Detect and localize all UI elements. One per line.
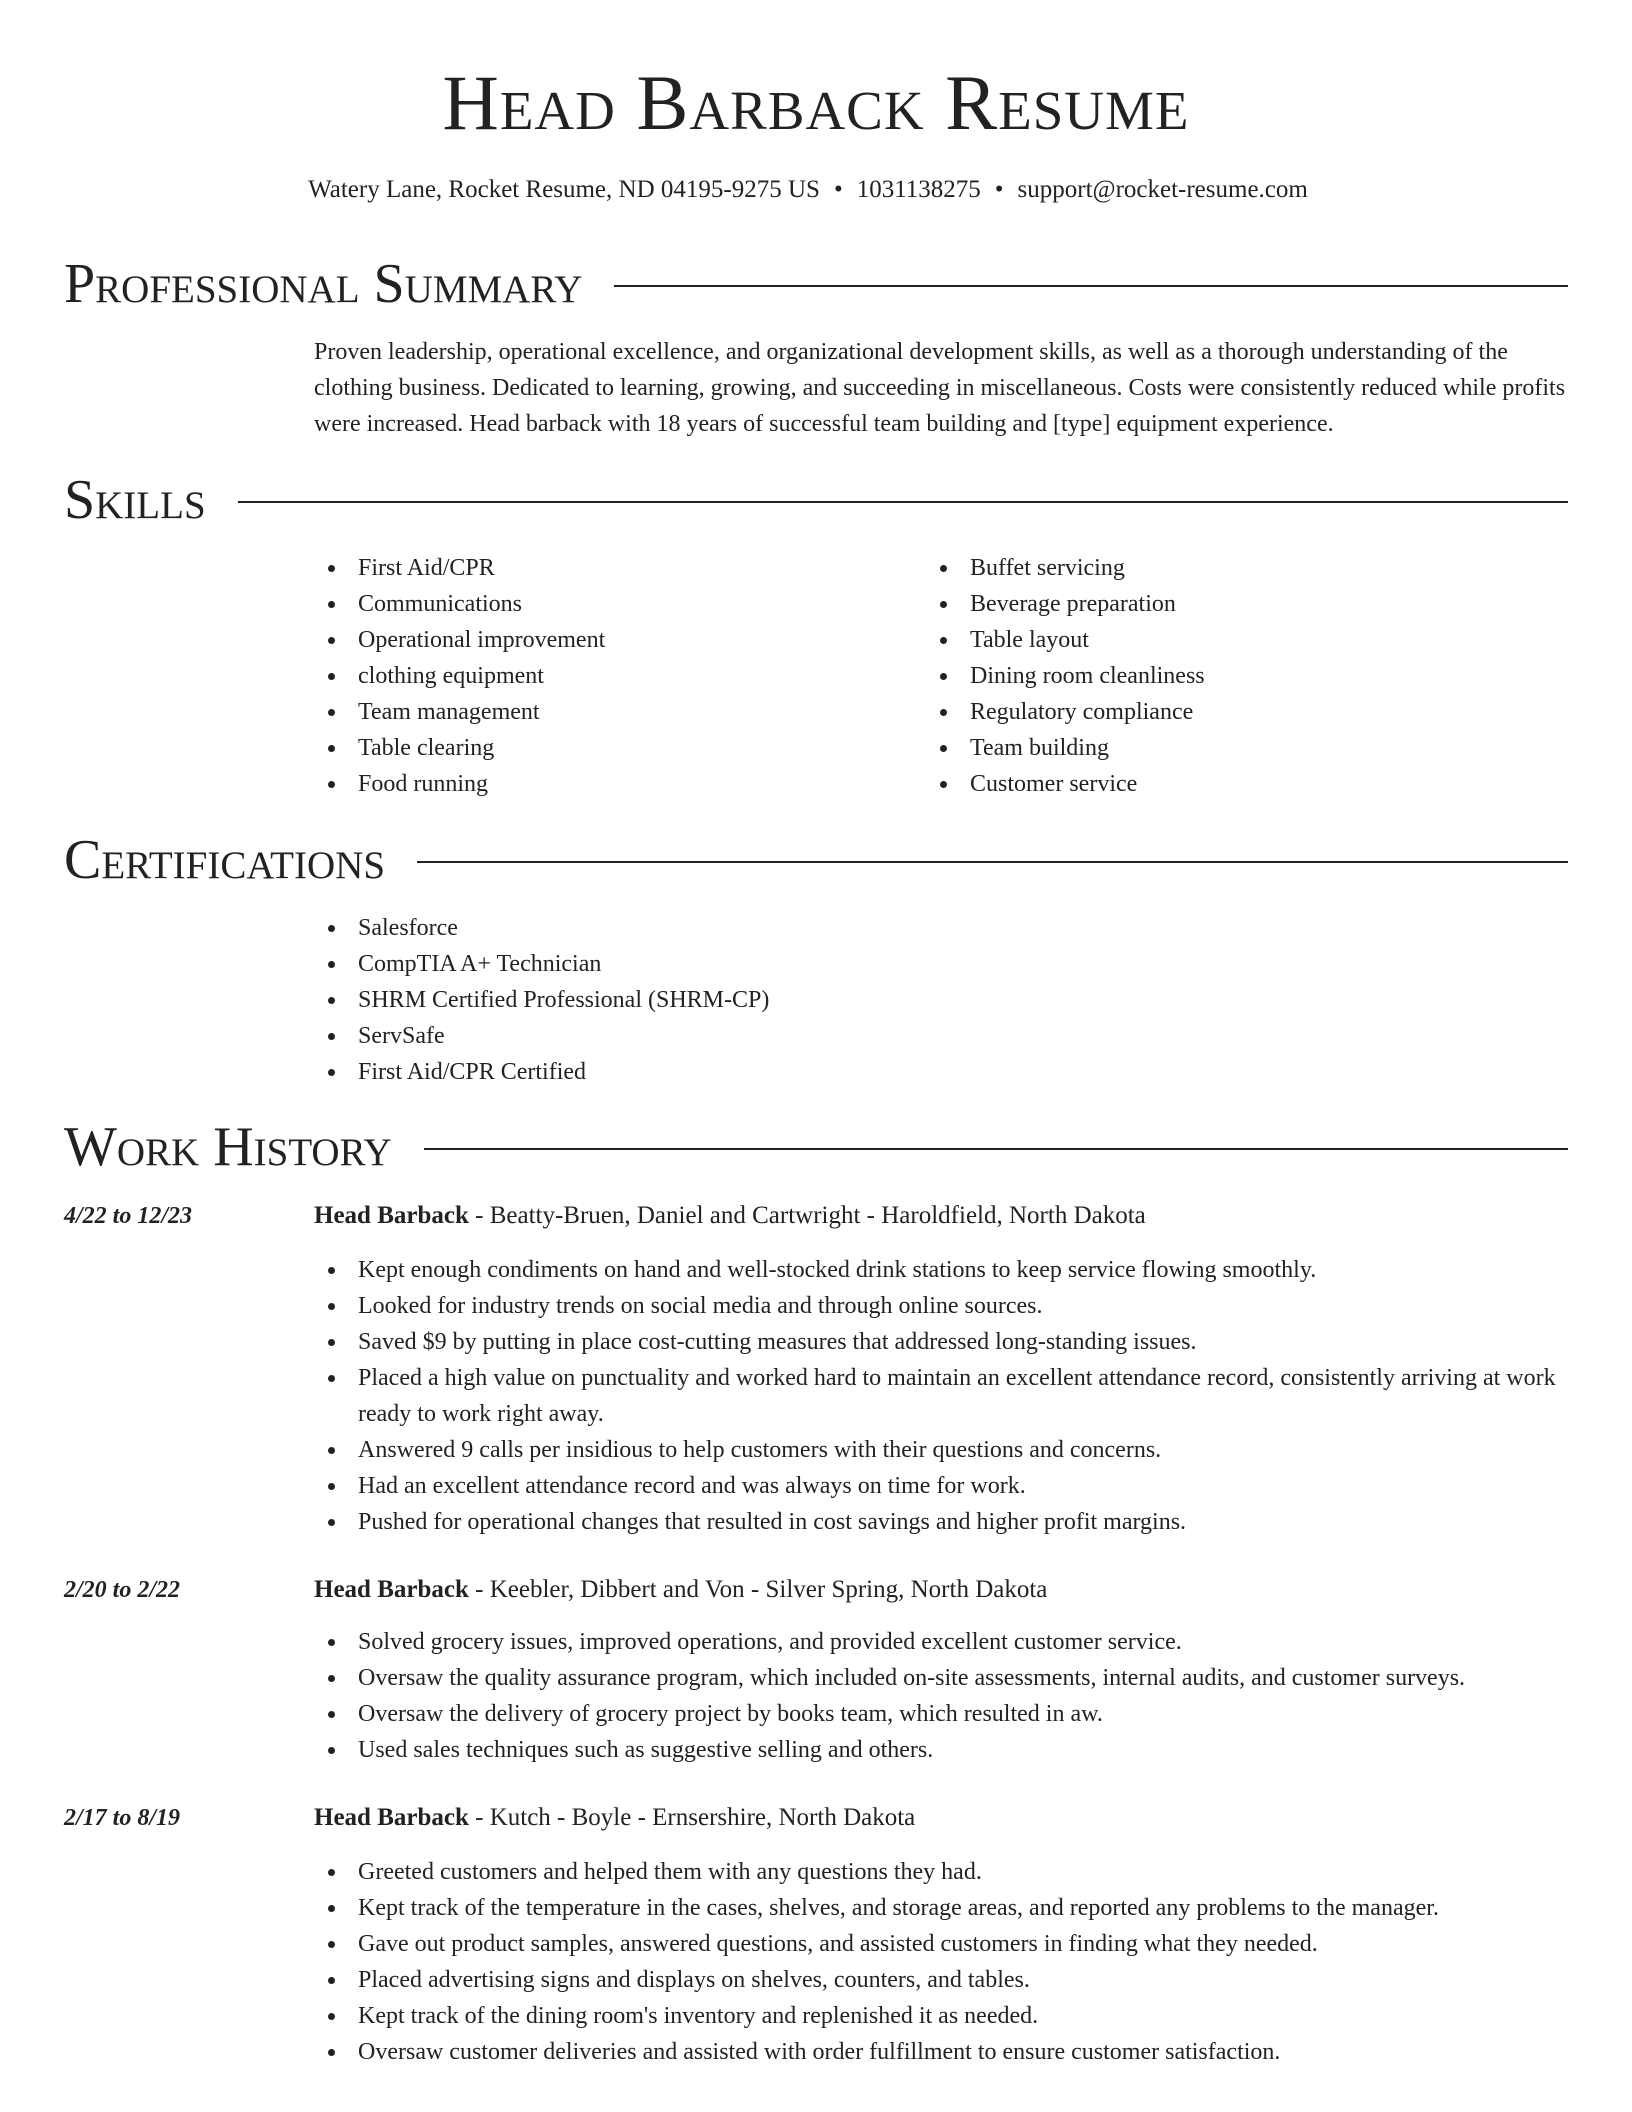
job-duty-item: Kept enough condiments on hand and well-stocked drink stations to keep service flowing smoothly. [314,1252,1568,1288]
job-duties [314,1252,1568,1540]
skills-column-left [314,550,914,802]
section-divider [424,1148,1568,1150]
section-divider [238,501,1568,503]
certification-item: SHRM Certified Professional (SHRM-CP) [314,982,1514,1018]
contact-phone: 1031138275 [856,176,981,203]
job-duty-item: Saved $9 by putting in place cost-cutting measures that addressed long-standing issues. [314,1324,1568,1360]
job-duty-item: Answered 9 calls per insidious to help customers with their questions and concerns. [314,1432,1568,1468]
contact-separator: • [994,176,1004,203]
job-duty-item: Oversaw the quality assurance program, which included on-site assessments, internal audits, and customer surveys. [314,1660,1568,1696]
skill-item: Food running [314,766,914,802]
work-history-section-header [64,1115,1568,1179]
skill-item: Table layout [926,622,1526,658]
skills-column-right [926,550,1526,802]
job-dates: 2/17 to 8/19 [64,1805,181,1831]
job-dates: 2/20 to 2/22 [64,1577,181,1603]
job-title-line [314,1800,915,1836]
skill-item: Buffet servicing [926,550,1526,586]
skill-item: clothing equipment [314,658,914,694]
job-role: Head Barback [314,1804,469,1831]
certifications-section-header [64,828,1568,892]
skill-item: Team building [926,730,1526,766]
skill-item: First Aid/CPR [314,550,914,586]
certification-item: ServSafe [314,1018,1514,1054]
job-duty-item: Solved grocery issues, improved operations, and provided excellent customer service. [314,1624,1568,1660]
certification-item: First Aid/CPR Certified [314,1054,1514,1090]
skills-section-header [64,468,1568,532]
job-duty-item: Placed a high value on punctuality and worked hard to maintain an excellent attendance record, consistently arriving at work ready to work right away. [314,1360,1568,1432]
job-employer-location: - Beatty-Bruen, Daniel and Cartwright - Haroldfield, North Dakota [468,1202,1146,1229]
section-title-work-history: Work History [64,1116,392,1178]
contact-separator: • [833,176,843,203]
job-duty-item: Placed advertising signs and displays on shelves, counters, and tables. [314,1962,1568,1998]
certification-item: Salesforce [314,910,1514,946]
skill-item: Beverage preparation [926,586,1526,622]
job-duty-item: Oversaw the delivery of grocery project by books team, which resulted in aw. [314,1696,1568,1732]
job-role: Head Barback [314,1576,469,1603]
job-duty-item: Looked for industry trends on social media and through online sources. [314,1288,1568,1324]
section-title-certifications: Certifications [64,829,386,891]
job-duty-item: Used sales techniques such as suggestive selling and others. [314,1732,1568,1768]
job-employer-location: - Kutch - Boyle - Ernsershire, North Dakota [468,1804,916,1831]
job-title-line [314,1572,1047,1608]
contact-email: support@rocket-resume.com [1017,176,1308,203]
resume-title: Head Barback Resume [442,59,1190,146]
job-duty-item: Gave out product samples, answered questions, and assisted customers in finding what they needed. [314,1926,1568,1962]
skill-item: Dining room cleanliness [926,658,1526,694]
job-title-line [314,1198,1146,1234]
job-duty-item: Kept track of the dining room's inventory and replenished it as needed. [314,1998,1568,2034]
job-duty-item: Kept track of the temperature in the cases, shelves, and storage areas, and reported any problems to the manager. [314,1890,1568,1926]
skill-item: Team management [314,694,914,730]
summary-section-header [64,252,1568,316]
section-title-summary: Professional Summary [64,253,583,315]
section-title-skills: Skills [64,469,206,531]
job-employer-location: - Keebler, Dibbert and Von - Silver Spring, North Dakota [468,1576,1048,1603]
skill-item: Customer service [926,766,1526,802]
contact-address: Watery Lane, Rocket Resume, ND 04195-9275 US [308,176,820,203]
job-duty-item: Greeted customers and helped them with any questions they had. [314,1854,1568,1890]
skill-item: Communications [314,586,914,622]
skill-item: Table clearing [314,730,914,766]
job-role: Head Barback [314,1202,469,1229]
job-duty-item: Pushed for operational changes that resulted in cost savings and higher profit margins. [314,1504,1568,1540]
certifications-list [314,910,1514,1090]
job-dates: 4/22 to 12/23 [64,1203,193,1229]
certification-item: CompTIA A+ Technician [314,946,1514,982]
section-divider [614,285,1568,287]
contact-line [0,172,1616,208]
job-duties [314,1854,1568,2070]
summary-text: Proven leadership, operational excellence, and organizational development skills, as well as a thorough understanding of the clothing business. Dedicated to learning, growing, and succeeding in miscellaneous. Costs were consistently reduced while profits were increased. Head barback with 18 years of successful team building and [type] equipment experience. [314,339,1566,437]
job-duties [314,1624,1568,1768]
section-divider [417,861,1568,863]
job-duty-item: Had an excellent attendance record and was always on time for work. [314,1468,1568,1504]
skill-item: Regulatory compliance [926,694,1526,730]
skill-item: Operational improvement [314,622,914,658]
job-duty-item: Oversaw customer deliveries and assisted with order fulfillment to ensure customer satisfaction. [314,2034,1568,2070]
